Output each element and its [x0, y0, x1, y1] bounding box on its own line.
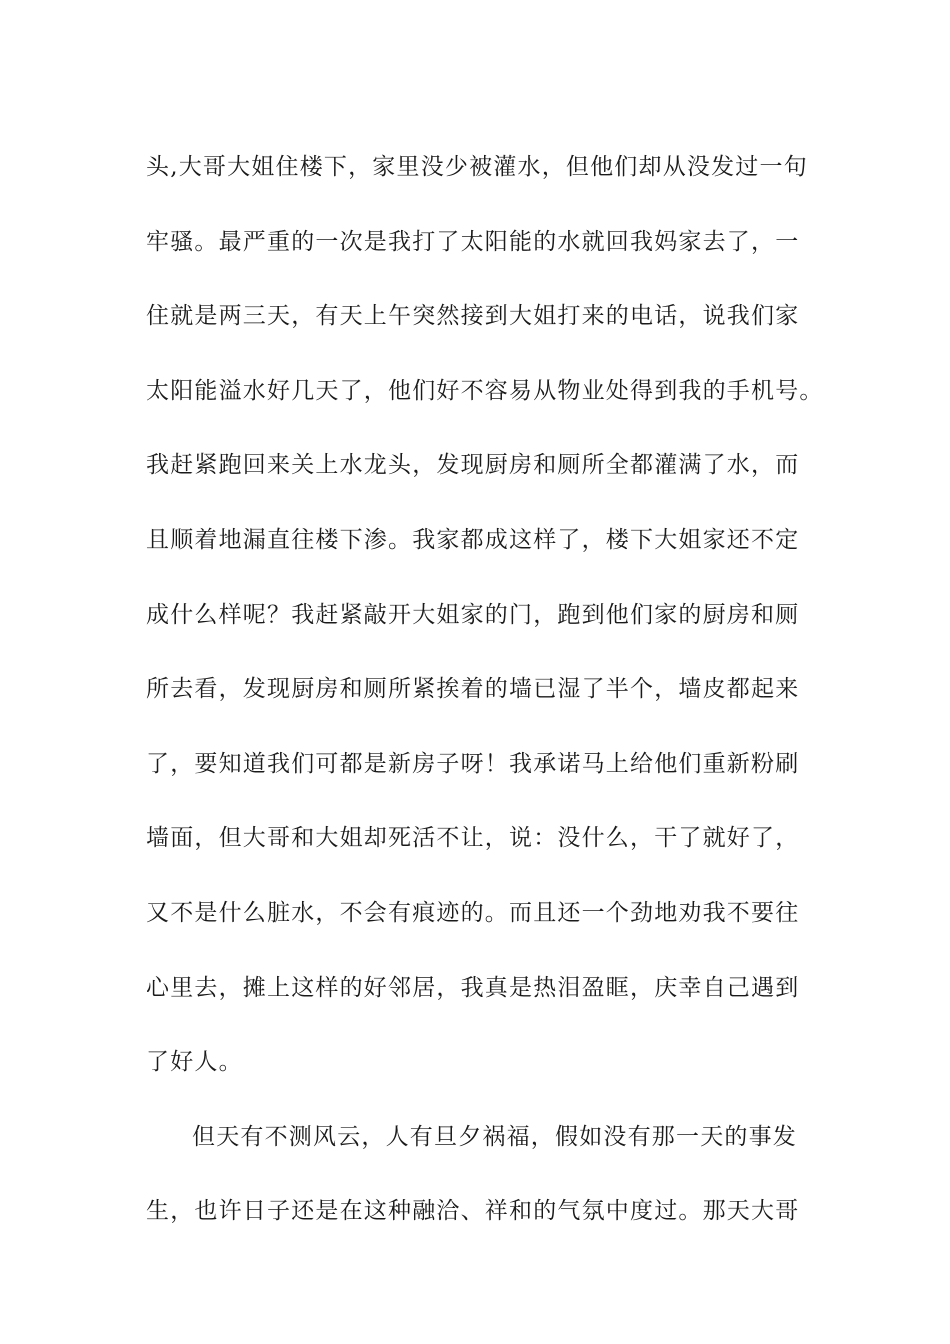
text-line: 我赶紧跑回来关上水龙头，发现厨房和厕所全都灌满了水，而 — [146, 452, 800, 479]
text-line: 成什么样呢？我赶紧敲开大姐家的门，跑到他们家的厨房和厕 — [146, 601, 800, 628]
paragraph-1 — [146, 130, 824, 1100]
text-line: 牢骚。最严重的一次是我打了太阳能的水就回我妈家去了，一 — [146, 228, 800, 255]
text-line: 生，也许日子还是在这种融洽、祥和的气氛中度过。那天大哥 — [146, 1198, 800, 1225]
text-line: 了，要知道我们可都是新房子呀！我承诺马上给他们重新粉刷 — [146, 750, 800, 777]
paragraph-2 — [146, 1100, 806, 1249]
text-line: 了好人。 — [146, 1049, 243, 1076]
text-line: 又不是什么脏水，不会有痕迹的。而且还一个劲地劝我不要往 — [146, 899, 800, 926]
text-line: 心里去，摊上这样的好邻居，我真是热泪盈眶，庆幸自己遇到 — [146, 974, 800, 1001]
text-line: 墙面，但大哥和大姐却死活不让，说：没什么，干了就好了， — [146, 825, 800, 852]
text-line: 太阳能溢水好几天了，他们好不容易从物业处得到我的手机号。 — [146, 377, 824, 404]
body-text — [146, 130, 824, 1249]
text-line: 头,大哥大姐住楼下，家里没少被灌水，但他们却从没发过一句 — [146, 154, 808, 180]
text-line: 住就是两三天，有天上午突然接到大姐打来的电话，说我们家 — [146, 303, 800, 330]
text-line: 所去看，发现厨房和厕所紧挨着的墙已湿了半个，墙皮都起来 — [146, 676, 800, 703]
text-line: 且顺着地漏直往楼下渗。我家都成这样了，楼下大姐家还不定 — [146, 526, 800, 553]
text-line: 但天有不测风云，人有旦夕祸福，假如没有那一天的事发 — [192, 1123, 797, 1150]
